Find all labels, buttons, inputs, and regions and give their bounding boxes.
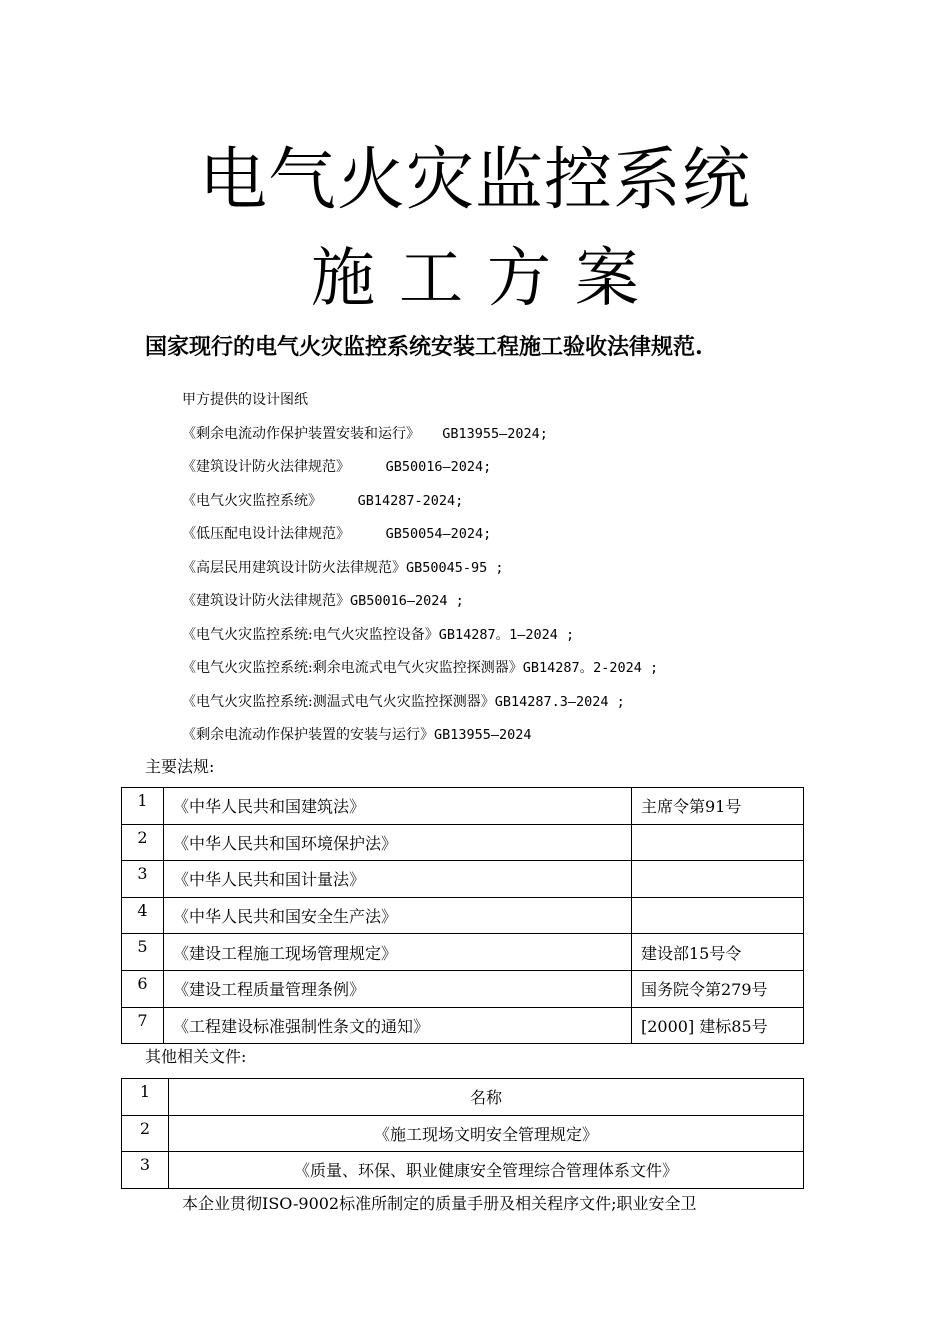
- law-reference: 国务院令第279号: [632, 970, 804, 1007]
- reference-code: GB13955—2024: [434, 727, 532, 743]
- reference-list: [182, 384, 658, 753]
- law-name: 《建设工程施工现场管理规定》: [164, 934, 632, 971]
- reference-code: GB14287-2024;: [357, 492, 464, 509]
- reference-gap: [322, 493, 358, 509]
- reference-title: 《建筑设计防火法律规范》: [182, 593, 350, 609]
- law-name: 《中华人民共和国环境保护法》: [164, 824, 632, 861]
- reference-title: 《电气火灾监控系统》: [182, 492, 322, 509]
- reference-item: [182, 384, 658, 418]
- law-name: 《中华人民共和国安全生产法》: [164, 897, 632, 934]
- reference-code: GB13955—2024;: [442, 425, 548, 442]
- row-number: 2: [122, 1115, 169, 1152]
- reference-title: 甲方提供的设计图纸: [182, 392, 308, 408]
- table-row: [122, 897, 804, 934]
- law-reference: [632, 824, 804, 861]
- table-row: [122, 1152, 804, 1189]
- reference-gap: [350, 459, 386, 475]
- reference-code: GB14287.3—2024 ;: [494, 693, 625, 710]
- reference-title: 《剩余电流动作保护装置的安装与运行》: [182, 727, 434, 743]
- reference-code: GB14287。1—2024 ;: [438, 626, 575, 643]
- law-name: 《工程建设标准强制性条文的通知》: [164, 1007, 632, 1044]
- table-row: [122, 934, 804, 971]
- reference-item: [182, 485, 658, 519]
- reference-item: [182, 518, 658, 552]
- subtitle-char: 工: [399, 242, 463, 316]
- reference-item: [182, 418, 658, 452]
- table-row: [122, 970, 804, 1007]
- row-number: 3: [122, 1152, 169, 1189]
- document-subtitle: [0, 234, 950, 324]
- table-row: [122, 1007, 804, 1044]
- laws-label: 主要法规:: [145, 757, 215, 776]
- reference-code: GB50054—2024;: [385, 526, 492, 542]
- row-number: 3: [122, 861, 164, 898]
- reference-title: 《低压配电设计法律规范》: [182, 526, 350, 542]
- reference-code: GB50045-95 ;: [406, 559, 504, 576]
- reference-title: 《建筑设计防火法律规范》: [182, 459, 350, 475]
- reference-code: GB50016—2024 ;: [350, 593, 464, 609]
- others-label: 其他相关文件:: [145, 1047, 247, 1066]
- document-name: 《施工现场文明安全管理规定》: [169, 1115, 804, 1152]
- document-name: 名称: [169, 1079, 804, 1116]
- law-name: 《中华人民共和国计量法》: [164, 861, 632, 898]
- law-name: 《建设工程质量管理条例》: [164, 970, 632, 1007]
- law-reference: [632, 861, 804, 898]
- law-reference: [2000] 建标85号: [632, 1007, 804, 1044]
- laws-table: [121, 787, 804, 1044]
- reference-item: [182, 652, 658, 686]
- row-number: 1: [122, 1079, 169, 1116]
- reference-item: [182, 552, 658, 586]
- other-documents-table: [121, 1078, 804, 1189]
- law-reference: 建设部15号令: [632, 934, 804, 971]
- row-number: 4: [122, 897, 164, 934]
- reference-title: 《电气火灾监控系统:测温式电气火灾监控探测器》: [182, 693, 495, 710]
- table-row: [122, 1079, 804, 1116]
- row-number: 2: [122, 824, 164, 861]
- row-number: 7: [122, 1007, 164, 1044]
- document-name: 《质量、环保、职业健康安全管理综合管理体系文件》: [169, 1152, 804, 1189]
- reference-title: 《剩余电流动作保护装置安装和运行》: [182, 425, 420, 442]
- reference-item: [182, 686, 658, 720]
- subtitle-char: 施: [311, 242, 375, 316]
- reference-code: GB14287。2-2024 ;: [522, 660, 659, 676]
- reference-title: 《电气火灾监控系统:电气火灾监控设备》: [182, 626, 439, 643]
- row-number: 1: [122, 788, 164, 825]
- reference-gap: [350, 526, 386, 542]
- section-heading: 国家现行的电气火灾监控系统安装工程施工验收法律规范.: [145, 334, 703, 360]
- law-reference: [632, 897, 804, 934]
- reference-title: 《电气火灾监控系统:剩余电流式电气火灾监控探测器》: [182, 660, 523, 676]
- reference-title: 《高层民用建筑设计防火法律规范》: [182, 559, 406, 576]
- reference-item: [182, 451, 658, 485]
- table-row: [122, 788, 804, 825]
- reference-item: [182, 619, 658, 653]
- table-row: [122, 861, 804, 898]
- table-row: [122, 824, 804, 861]
- row-number: 5: [122, 934, 164, 971]
- reference-item: [182, 719, 658, 753]
- law-reference: 主席令第91号: [632, 788, 804, 825]
- row-number: 6: [122, 970, 164, 1007]
- reference-code: GB50016—2024;: [385, 459, 492, 475]
- subtitle-char: 方: [487, 242, 551, 316]
- reference-gap: [420, 426, 442, 442]
- body-paragraph: 本企业贯彻ISO-9002标准所制定的质量手册及相关程序文件;职业安全卫: [182, 1194, 697, 1213]
- subtitle-char: 案: [575, 242, 639, 316]
- law-name: 《中华人民共和国建筑法》: [164, 788, 632, 825]
- document-title: 电气火灾监控系统: [198, 141, 751, 220]
- reference-item: [182, 585, 658, 619]
- table-row: [122, 1115, 804, 1152]
